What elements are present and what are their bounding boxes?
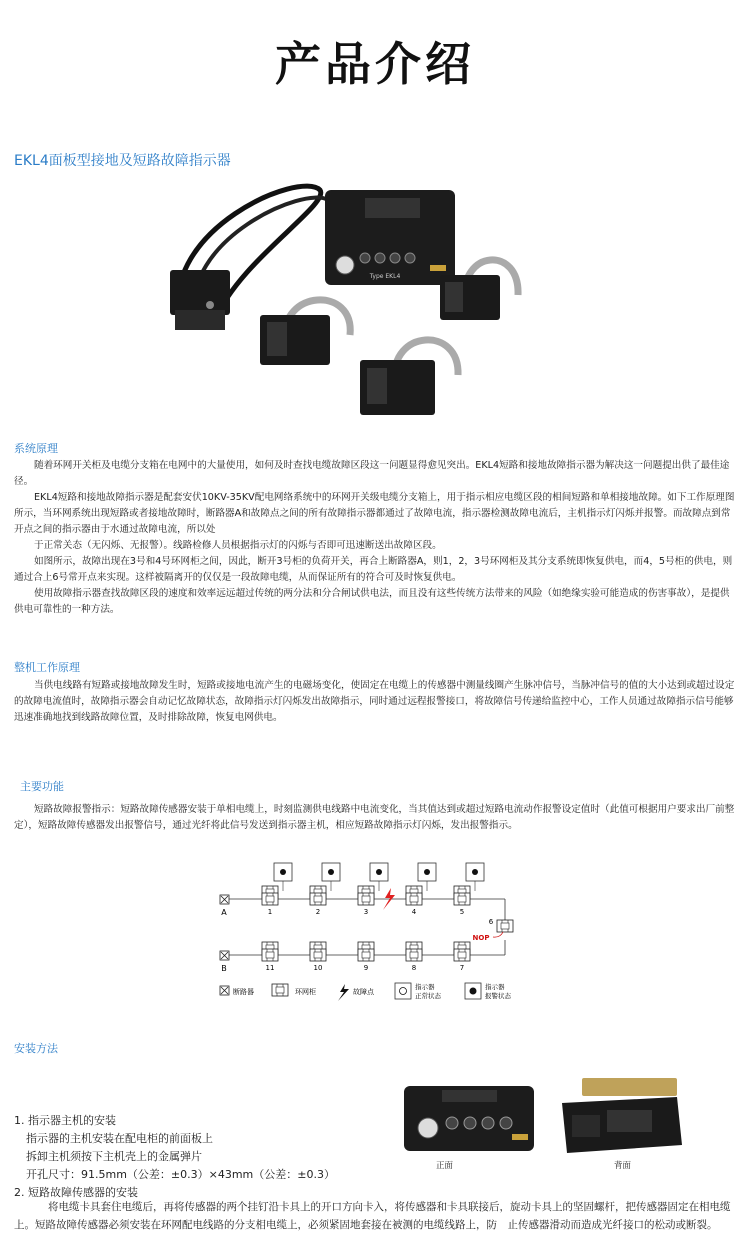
legend-normal-icon (395, 983, 411, 999)
install-steps (14, 1112, 404, 1202)
legend-normal-1: 指示器 (415, 983, 435, 991)
page-title: 产品介绍 (275, 37, 475, 91)
top-indicators (274, 863, 484, 891)
principle-para-1: 随着环网开关柜及电缆分支箱在电网中的大量使用，如何及时查找电缆故障区段这一问题显得愈见突出。EKL4短路和接地故障指示器为解决这一问题提出供了最佳途径。 (14, 460, 730, 487)
cabinet-label-1: 1 (267, 908, 273, 916)
back-label: 背面 (614, 1161, 632, 1171)
working-para-1: 当供电线路有短路或接地故障发生时，短路或接地电流产生的电磁场变化，使固定在电缆上的传感器中测量线圈产生脉冲信号，当脉冲信号的值的大小达到或超过设定的故障电流值时，故障指示器会自动记忆故障状态，故障指示灯闪烁发出故障指示，同时通过远程报警接口，将故障信号传递给监控中心，工作人员通过故障指示信号能够迅速准确地找到线路故障位置，及时排除故障，恢复电网供电。 (14, 680, 735, 723)
principle-para-2: EKL4短路和接地故障指示器是配套安伏10KV-35KV配电网络系统中的环网开关级电缆分支箱上，用于指示相应电缆区段的相间短路和单相接地故障。如下工作原理图所示，当环网系统出现短路或者接地故障时，断路器A和故障点之间的所有故障指示器都通过了故障电流，指示器检测故障电流后，主机指示灯闪烁并报警。而故障点到常开点之间的指示器由于水通过故障电流，所以处 (14, 492, 735, 535)
install-line-4: 开孔尺寸：91.5mm（公差：±0.3）×43mm（公差：±0.3） (26, 1168, 335, 1181)
legend-cabinet-icon (272, 984, 288, 996)
install-step-2: 2. 短路故障传感器的安装 (14, 1186, 138, 1199)
product-name: EKL4面板型接地及短路故障指示器 (14, 153, 231, 169)
main-unit-icon (325, 190, 455, 285)
breaker-b-icon (220, 951, 229, 960)
product-photo (140, 170, 620, 435)
cabinet-label-5: 5 (459, 908, 465, 916)
cabinet-label-8: 8 (411, 964, 417, 972)
cabinet-label-9: 9 (363, 964, 369, 972)
ring-network-diagram (215, 858, 535, 1008)
legend-breaker-icon (220, 986, 229, 995)
line-b-label: B (221, 964, 227, 973)
legend-alarm-2: 报警状态 (485, 992, 511, 1000)
install-step-1: 1. 指示器主机的安装 (14, 1114, 116, 1127)
open-point-label: 6 (488, 918, 494, 926)
breaker-a-icon (220, 895, 229, 904)
install-paragraph-wrap (14, 1198, 738, 1234)
cabinet-label-3: 3 (363, 908, 369, 916)
legend-breaker: 断路器 (233, 988, 254, 996)
legend-fault-icon (338, 984, 349, 1001)
cabinet-label-10: 10 (313, 964, 323, 972)
cabinet-label-4: 4 (411, 908, 417, 916)
front-label: 正面 (436, 1161, 454, 1171)
legend-normal-2: 正常状态 (415, 992, 441, 1000)
back-photo (552, 1075, 692, 1160)
fiber-sensor-icon (170, 270, 230, 330)
line-a-label: A (221, 908, 227, 917)
install-line-3: 拆卸主机须按下主机壳上的金属弹片 (26, 1150, 202, 1163)
sensor-bottom-icon (360, 340, 458, 415)
sensor-left-icon (260, 300, 350, 365)
top-cabinets (262, 886, 470, 905)
principle-text (14, 458, 736, 618)
bottom-cabinets (262, 942, 470, 961)
legend-ring-cabinet: 环网柜 (295, 988, 316, 996)
working-heading: 整机工作原理 (14, 661, 80, 674)
principle-para-3: 于正常关态（无闪烁、无报警）。线路检修人员根据指示灯的闪烁与否即可迅速断送出故障区段。 (34, 540, 442, 551)
device-label: Type EKL4 (369, 273, 401, 280)
functions-para-1: 短路故障报警指示：短路故障传感器安装于单相电缆上，时刻监测供电线路中电流变化，当其值达到或超过短路电流动作报警设定值时（此值可根据用户要求出厂前整定），短路故障传感器发出报警信号，通过光纤将此信号发送到指示器主机，相应短路故障指示灯闪烁，发出报警指示。 (14, 804, 735, 831)
front-photo (400, 1078, 545, 1158)
principle-para-4: 如图所示，故障出现在3号和4号环网柜之间，因此，断开3号柜的负荷开关，再合上断路器A，则1，2，3号环网柜及其分支系统即恢复供电，而4，5号柜的供电，则通过合上6号常开点来实现。这样被隔离开的仅仅是一段故障电缆，从而保证所有的符合可及时恢复供电。 (14, 556, 733, 583)
legend-alarm-icon (465, 983, 481, 999)
cabinet-label-7: 7 (459, 964, 465, 972)
principle-para-5: 使用故障指示器查找故障区段的速度和效率远远超过传统的两分法和分合闸试供电法，而且没有这些传统方法带来的风险（如绝缘实验可能造成的伤害事故），是提供供电可靠性的一种方法。 (14, 588, 730, 615)
install-heading: 安装方法 (14, 1042, 58, 1055)
functions-text (14, 802, 736, 834)
cabinet-label-2: 2 (315, 908, 321, 916)
working-text (14, 678, 736, 726)
legend-alarm-1: 指示器 (485, 983, 505, 991)
functions-heading: 主要功能 (20, 780, 64, 793)
legend-fault: 故障点 (353, 988, 374, 996)
install-line-2: 指示器的主机安装在配电柜的前面板上 (26, 1132, 213, 1145)
nop-label: NOP (472, 934, 490, 942)
cabinet-label-11: 11 (265, 964, 275, 972)
install-paragraph: 将电缆卡具套住电缆后，再将传感器的两个挂钉沿卡具上的开口方向卡入，将传感器和卡具联接后，旋动卡具上的坚固螺杆，把传感器固定在相电缆上。短路故障传感器必须安装在环网配电线路的分支相电缆上，必须紧固地套接在被测的电缆线路上，防 止传感器滑动而造成光纤接口的松动或断裂。 (14, 1201, 731, 1231)
principle-heading: 系统原理 (14, 442, 58, 455)
